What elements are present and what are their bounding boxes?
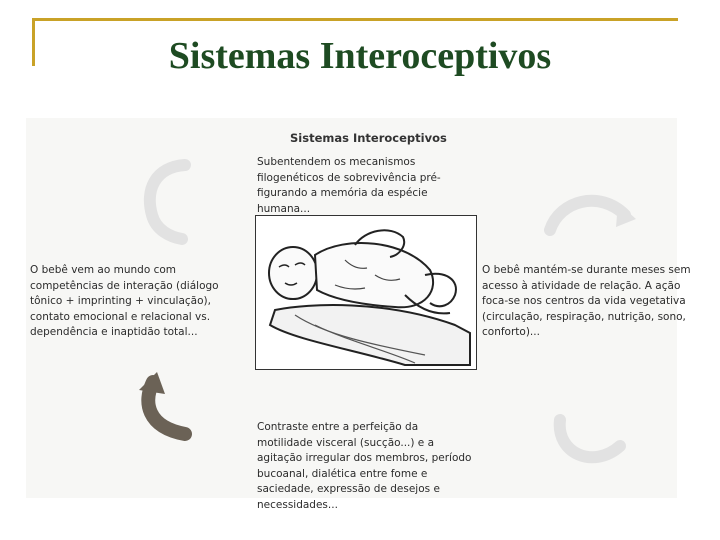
slide-title: Sistemas Interoceptivos xyxy=(168,35,552,77)
circular-arrow-icon xyxy=(540,185,640,245)
circular-arrow-icon xyxy=(140,155,200,245)
circular-arrow-icon xyxy=(548,408,628,478)
baby-in-hand-illustration xyxy=(255,215,477,370)
figure-heading: Sistemas Interoceptivos xyxy=(290,131,447,145)
circular-arrow-icon xyxy=(135,372,205,452)
figure-bottom-text: Contraste entre a perfeição da motilidade visceral (sucção...) e a agitação irregular dos membros, período bucoanal, dialética entre fome e saciedade, expressão de desejos e necessidades... xyxy=(257,421,472,511)
slide-frame-top xyxy=(32,18,678,21)
figure-left-text: O bebê vem ao mundo com competências de interação (diálogo tônico + imprinting + vinculação), contato emocional e relacional vs. dependência e inaptidão total... xyxy=(30,264,219,338)
figure-top-text: Subentendem os mecanismos filogenéticos de sobrevivência pré-figurando a memória da espécie humana... xyxy=(257,156,441,215)
figure-right-text: O bebê mantém-se durante meses sem acesso à atividade de relação. A ação foca-se nos centros da vida vegetativa (circulação, respiração, nutrição, sono, conforto)... xyxy=(482,264,691,338)
